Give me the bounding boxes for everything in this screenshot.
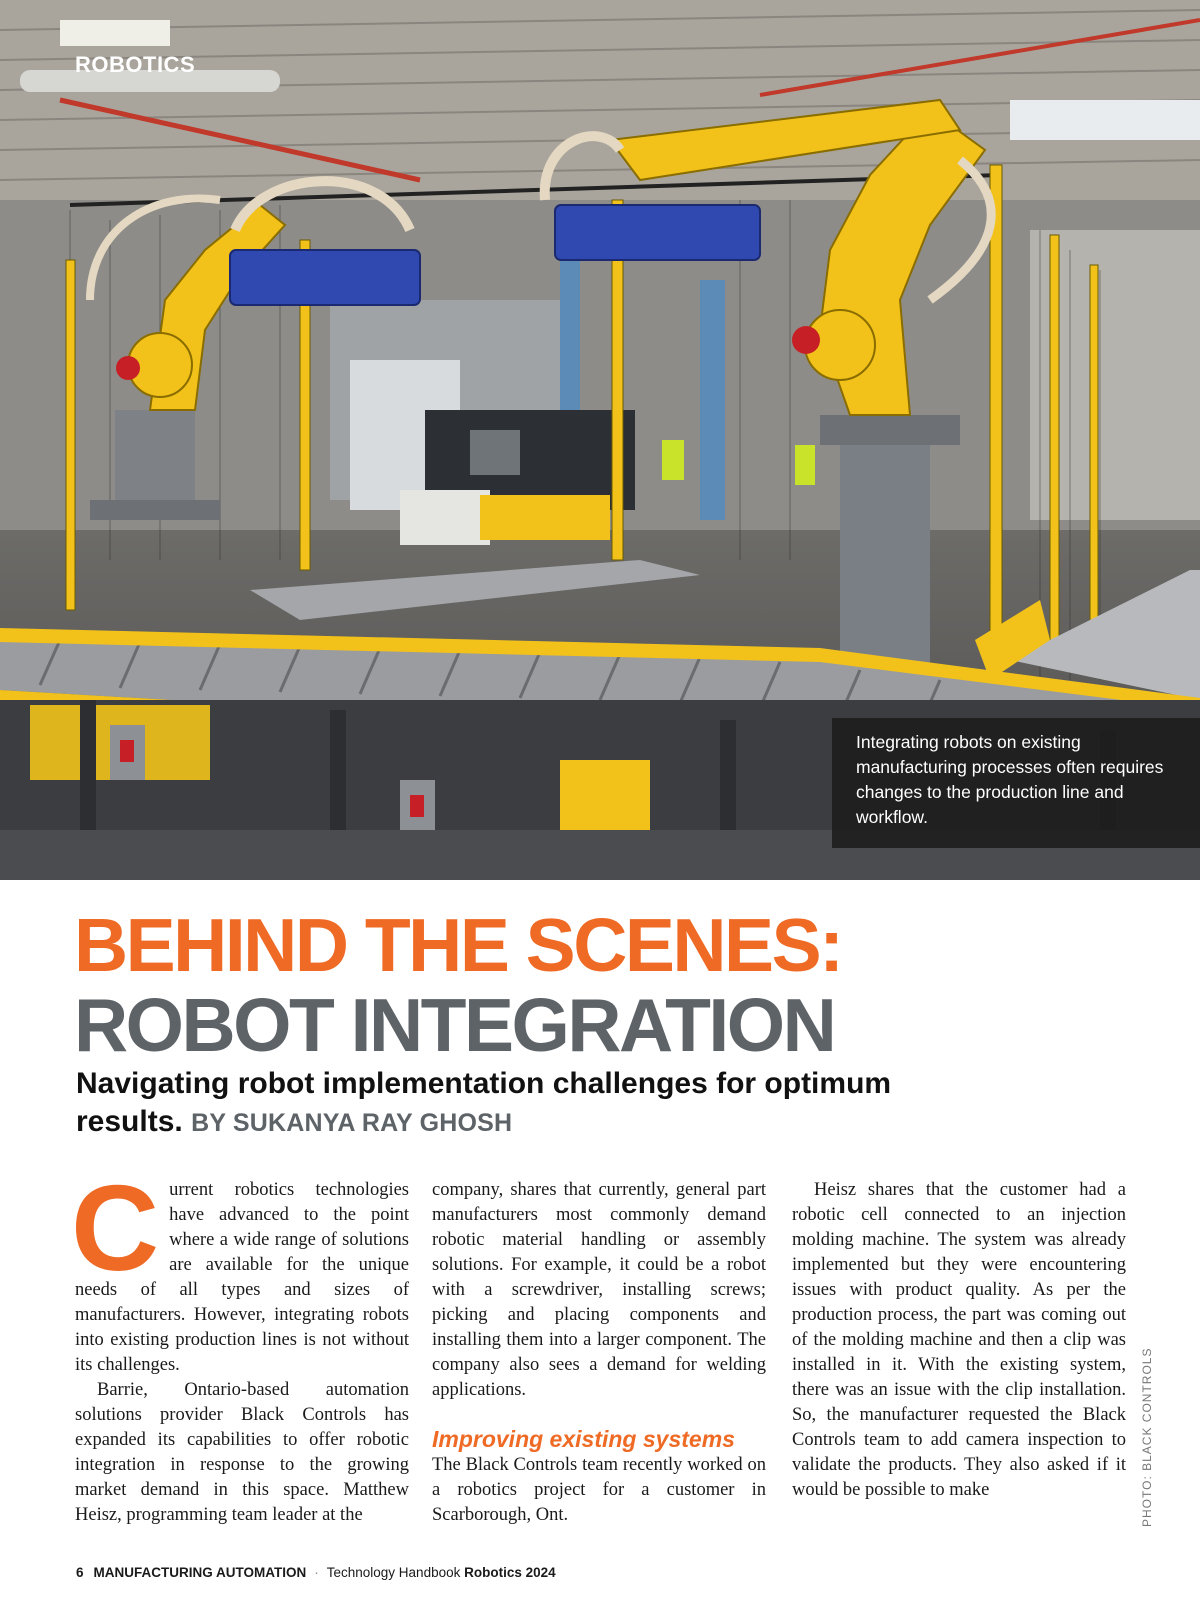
page-footer xyxy=(76,1565,556,1580)
headline-line-2: ROBOT INTEGRATION xyxy=(74,983,835,1067)
article-column-3 xyxy=(792,1178,1126,1503)
deck-subtitle xyxy=(76,1065,976,1142)
drop-cap: C xyxy=(71,1160,160,1296)
headline xyxy=(74,905,842,1065)
article-paragraph: The Black Controls team recently worked on a robotics project for a customer in Scarborough, Ont. xyxy=(432,1455,766,1525)
article-paragraph: company, shares that currently, general part manufacturers most commonly demand robotic material handling or assembly solutions. For example, it could be a robot with a screwdriver, installing screws; picking and placing components and installing them into a larger component. The company also sees a demand for welding applications. xyxy=(432,1180,766,1400)
article-column-1 xyxy=(71,1160,409,1528)
footer-separator: · xyxy=(314,1565,319,1580)
article-paragraph xyxy=(71,1160,409,1378)
issue-name: Robotics 2024 xyxy=(464,1565,556,1580)
headline-line-1: BEHIND THE SCENES: xyxy=(74,903,842,987)
byline: BY SUKANYA RAY GHOSH xyxy=(191,1109,513,1137)
page-number: 6 xyxy=(76,1565,84,1580)
section-subhead: Improving existing systems xyxy=(432,1426,735,1452)
photo-caption: Integrating robots on existing manufacturing processes often requires changes to the production line and workflow. xyxy=(832,718,1200,848)
photo-credit: PHOTO: BLACK CONTROLS xyxy=(1140,1347,1154,1527)
paragraph-text: urrent robotics technologies have advanced to the point where a wide range of solutions are available for the unique needs of all types and sizes of manufacturers. However, integrating robots into existing production lines is not without its challenges. xyxy=(75,1180,409,1375)
deck-text: Navigating robot implementation challenges for optimum results. xyxy=(76,1067,892,1138)
article-paragraph: Barrie, Ontario-based automation solutions provider Black Controls has expanded its capabilities to offer robotic integration in response to the growing market demand in this space. Matthew Heisz, programming team leader at the xyxy=(75,1380,409,1525)
article-paragraph: Heisz shares that the customer had a robotic cell connected to an injection molding machine. The system was already implemented but they were encountering issues with product quality. As per the production process, the part was coming out of the molding machine and then a clip was installed in it. With the existing system, there was an issue with the clip installation. So, the manufacturer requested the Black Controls team to add camera inspection to validate the products. They also asked if it would be possible to make xyxy=(792,1180,1126,1500)
article-column-2 xyxy=(432,1178,766,1528)
magazine-name: MANUFACTURING AUTOMATION xyxy=(93,1565,307,1580)
publication-name: Technology Handbook xyxy=(326,1565,461,1580)
section-label: ROBOTICS xyxy=(75,52,196,77)
